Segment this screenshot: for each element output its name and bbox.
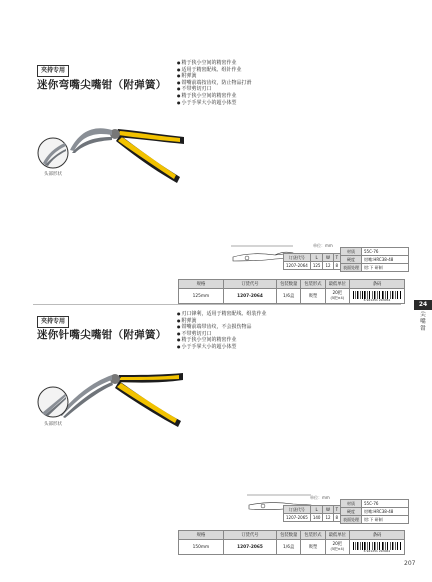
min-unit-sub: (5把×4) — [330, 296, 345, 300]
dim-cell: 12 — [323, 262, 333, 270]
head-detail-image — [37, 137, 69, 169]
dim-header: 订货代号 — [284, 254, 311, 262]
order-cell: 125mm — [179, 289, 224, 304]
order-header: 最低单位 — [325, 280, 349, 289]
unit-label: 单位：mm — [313, 243, 333, 248]
spec-value: 55C-76 — [362, 500, 409, 508]
spec-table — [340, 499, 409, 524]
order-header: 条码 — [350, 280, 405, 289]
order-cell: 吸塑 — [301, 540, 325, 555]
barcode-cell — [350, 289, 405, 304]
min-unit-sub: (5把×4) — [330, 547, 345, 551]
category-tag: 夹持专用 — [37, 65, 69, 77]
dim-cell: 8 — [333, 514, 341, 522]
unit-label: 单位：mm — [310, 495, 330, 500]
order-header: 规格 — [179, 280, 224, 289]
dim-header: 订货代号 — [284, 506, 311, 514]
feature-item: ● 不带剪切刃口 — [177, 86, 252, 93]
dimension-table — [283, 253, 341, 270]
barcode-number: 6 921251 293061 — [363, 548, 391, 553]
dim-header: T — [333, 254, 341, 262]
dim-cell: 1207-2065 — [284, 514, 311, 522]
feature-item: ● 精于狭小空间的精密作业 — [177, 93, 252, 100]
dim-header: W — [323, 506, 333, 514]
spec-value: 钳嘴:HRC38-48 — [362, 256, 409, 264]
order-cell: 吸塑 — [301, 289, 325, 304]
spec-value: 钳嘴:HRC38-48 — [362, 508, 409, 516]
feature-item: ● 适用于精密配线、组针作业 — [177, 67, 252, 74]
head-detail-image — [37, 386, 69, 418]
needle-nose-pliers-image — [55, 345, 185, 430]
head-detail-label: 头部形状 — [44, 172, 62, 177]
spec-key: 硬度 — [341, 508, 362, 516]
bent-nose-pliers-image — [60, 95, 185, 185]
feature-item: ● 小于手掌大小的超小体型 — [177, 344, 267, 351]
order-header: 包装形式 — [301, 280, 325, 289]
order-header: 规格 — [179, 531, 224, 540]
dim-header: L — [310, 506, 323, 514]
spec-key: 材质 — [341, 500, 362, 508]
order-header: 条码 — [350, 531, 405, 540]
spec-table — [340, 247, 409, 272]
order-cell: 1/6盒 — [277, 540, 301, 555]
feature-item: ● 附弹簧 — [177, 73, 252, 80]
order-header: 订货代号 — [223, 531, 276, 540]
feature-item: ● 不带剪切刃口 — [177, 331, 267, 338]
barcode-cell — [350, 540, 405, 555]
min-unit: 20把 — [332, 542, 343, 547]
feature-item: ● 小于手掌大小的超小体型 — [177, 100, 252, 107]
order-cell: 150mm — [179, 540, 224, 555]
spec-key: 硬度 — [341, 256, 362, 264]
head-detail-label: 头部形状 — [44, 422, 62, 427]
order-header: 包装数量 — [277, 531, 301, 540]
dim-cell: 8 — [333, 262, 341, 270]
feature-list — [177, 311, 267, 351]
order-header: 最低单位 — [325, 531, 349, 540]
spec-value: 钳:下 研制 — [362, 516, 409, 524]
chapter-tab-label: 尖 嘴 钳 — [420, 312, 426, 332]
order-cell: 1/6盒 — [277, 289, 301, 304]
order-header: 包装数量 — [277, 280, 301, 289]
order-cell — [325, 540, 349, 555]
spec-key: 表面处理 — [341, 516, 362, 524]
dim-cell: 12 — [323, 514, 333, 522]
feature-item: ● 刃口锋利，适用于精密配线、组装作业 — [177, 311, 267, 318]
chapter-tab-number: 24 — [414, 300, 432, 310]
feature-list — [177, 60, 252, 106]
dimension-table — [283, 505, 341, 522]
product-title: 迷你针嘴尖嘴钳（附弹簧） — [37, 329, 167, 341]
min-unit: 20把 — [332, 291, 343, 296]
dim-header: L — [310, 254, 323, 262]
dim-cell: 1207-2064 — [284, 262, 311, 270]
feature-item: ● 钳嘴前端带齿纹，不会损伤物品 — [177, 324, 267, 331]
feature-item: ● 精于狭小空间的精密作业 — [177, 60, 252, 67]
section-divider — [33, 304, 401, 305]
order-header: 包装形式 — [301, 531, 325, 540]
feature-item: ● 钳嘴前端按齿纹，防止物品打滑 — [177, 80, 252, 87]
spec-value: 55C-76 — [362, 248, 409, 256]
feature-item: ● 附弹簧 — [177, 318, 267, 325]
order-code: 1207-2064 — [223, 289, 276, 304]
dim-cell: 140 — [310, 514, 323, 522]
dim-header: W — [323, 254, 333, 262]
order-cell — [325, 289, 349, 304]
spec-key: 表面处理 — [341, 264, 362, 272]
order-header: 订货代号 — [223, 280, 276, 289]
barcode-number: 6 921251 293054 — [363, 297, 391, 302]
category-tag: 夹持专用 — [37, 316, 69, 328]
feature-item: ● 精于狭小空间的精密作业 — [177, 337, 267, 344]
order-table — [178, 279, 405, 304]
spec-key: 材质 — [341, 248, 362, 256]
spec-value: 钳:下 研制 — [362, 264, 409, 272]
order-code: 1207-2065 — [223, 540, 276, 555]
order-table — [178, 530, 405, 555]
dim-cell: 125 — [310, 262, 323, 270]
dim-header: T — [333, 506, 341, 514]
page-number: 207 — [404, 560, 416, 567]
product-title: 迷你弯嘴尖嘴钳（附弹簧） — [37, 79, 167, 91]
